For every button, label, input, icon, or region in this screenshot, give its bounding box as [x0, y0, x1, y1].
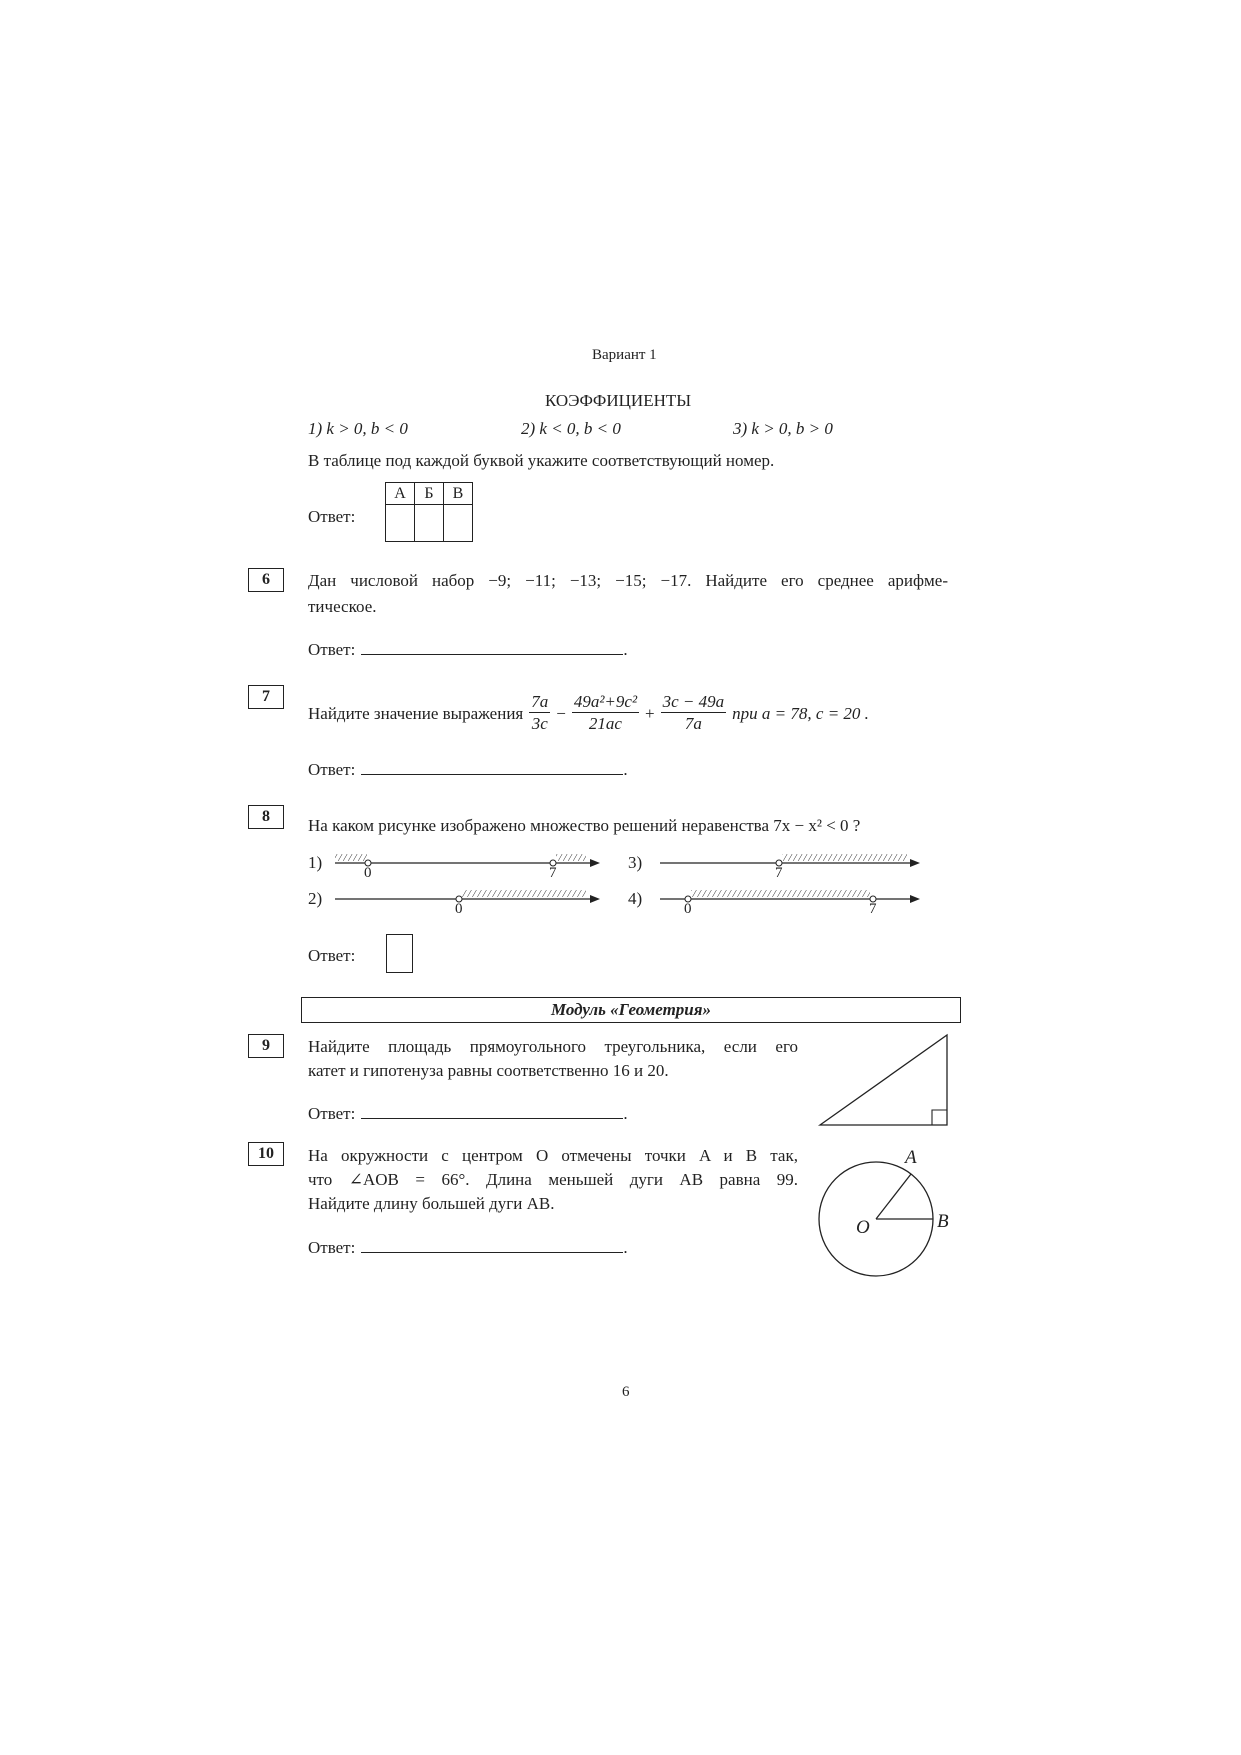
answer-field-9[interactable]: [361, 1102, 623, 1119]
answer-row-7: Ответ: .: [308, 760, 628, 779]
task7-prefix: Найдите значение выражения: [308, 703, 524, 723]
fraction-3: [661, 692, 727, 735]
table-instruction: В таблице под каждой буквой укажите соответствующий номер.: [308, 451, 775, 470]
point-label-a: A: [905, 1147, 917, 1168]
fraction-1-num: 7a: [531, 692, 549, 711]
page-number: 6: [622, 1384, 630, 1400]
answer-row-6: Ответ: .: [308, 640, 628, 659]
table-header-v: В: [444, 483, 473, 505]
answer-table-abv: [385, 482, 473, 542]
fraction-3-den: 7a: [684, 714, 702, 733]
answer-row-10: Ответ: .: [308, 1238, 628, 1257]
coefficient-option-1: 1) k > 0, b < 0: [308, 419, 408, 438]
task10-text-line2: что ∠AOB = 66°. Длина меньшей дуги AB равна 99.: [308, 1170, 798, 1189]
number-lines: [0, 840, 1241, 940]
answer-cell-b[interactable]: [415, 505, 444, 542]
task9-text-line1: Найдите площадь прямоугольного треугольника, если его: [308, 1037, 798, 1056]
fraction-2-den: 21ac: [588, 714, 622, 733]
tick-7-line4: 7: [869, 901, 877, 917]
task7-suffix: при a = 78, c = 20 .: [732, 703, 869, 723]
option-label-4: 4): [628, 889, 643, 908]
answer-cell-a[interactable]: [386, 505, 415, 542]
fraction-2-num: 49a²+9c²: [573, 692, 638, 711]
right-triangle-figure: [815, 1030, 955, 1130]
fraction-1-den: 3c: [531, 714, 548, 733]
number-line-1[interactable]: [335, 854, 600, 867]
coefficients-title: КОЭФФИЦИЕНТЫ: [545, 391, 692, 410]
coefficient-option-2: 2) k < 0, b < 0: [521, 419, 621, 438]
task-number-7: 7: [248, 685, 284, 709]
task7-expression: [308, 692, 869, 735]
tick-7-line1: 7: [549, 865, 557, 881]
task6-text-line1: Дан числовой набор −9; −11; −13; −15; −17. Найдите его среднее арифме-: [308, 571, 948, 590]
table-header-a: А: [386, 483, 415, 505]
task-number-8: 8: [248, 805, 284, 829]
option-label-2: 2): [308, 889, 323, 908]
coefficient-option-3: 3) k > 0, b > 0: [733, 419, 833, 438]
answer-label-10: Ответ:: [308, 1238, 356, 1257]
number-line-4[interactable]: [660, 890, 920, 903]
task9-text-line2: катет и гипотенуза равны соответственно 16 и 20.: [308, 1061, 669, 1080]
answer-field-7[interactable]: [361, 758, 623, 775]
answer-cell-v[interactable]: [444, 505, 473, 542]
answer-label-6: Ответ:: [308, 640, 356, 659]
tick-0-line4: 0: [684, 901, 692, 917]
fraction-2: [572, 692, 639, 735]
point-label-b: B: [937, 1211, 949, 1232]
answer-label-7: Ответ:: [308, 760, 356, 779]
point-label-o: O: [856, 1217, 870, 1238]
number-line-3[interactable]: [660, 854, 920, 867]
answer-label-8: Ответ:: [308, 946, 356, 965]
task-number-9: 9: [248, 1034, 284, 1058]
answer-box-8[interactable]: [386, 934, 413, 973]
fraction-3-num: 3c − 49a: [662, 692, 725, 711]
page-header: Вариант 1: [592, 347, 657, 363]
answer-field-10[interactable]: [361, 1236, 623, 1253]
plus-sign: +: [645, 703, 655, 723]
number-line-2[interactable]: [335, 890, 600, 903]
option-label-1: 1): [308, 853, 323, 872]
tick-0-line2: 0: [455, 901, 463, 917]
answer-row-9: Ответ: .: [308, 1104, 628, 1123]
answer-label-5: Ответ:: [308, 507, 356, 526]
task8-question: На каком рисунке изображено множество решений неравенства 7x − x² < 0 ?: [308, 816, 861, 835]
fraction-1: [529, 692, 550, 735]
task6-text-line2: тическое.: [308, 597, 377, 616]
module-title: Модуль «Геометрия»: [301, 997, 961, 1023]
tick-7-line3: 7: [775, 865, 783, 881]
task10-text-line3: Найдите длину большей дуги AB.: [308, 1194, 555, 1213]
table-header-b: Б: [415, 483, 444, 505]
task10-text-line1: На окружности с центром O отмечены точки A и B так,: [308, 1146, 798, 1165]
option-label-3: 3): [628, 853, 643, 872]
task-number-6: 6: [248, 568, 284, 592]
answer-field-6[interactable]: [361, 638, 623, 655]
tick-0-line1: 0: [364, 865, 372, 881]
answer-label-9: Ответ:: [308, 1104, 356, 1123]
minus-sign: −: [556, 703, 566, 723]
task-number-10: 10: [248, 1142, 284, 1166]
